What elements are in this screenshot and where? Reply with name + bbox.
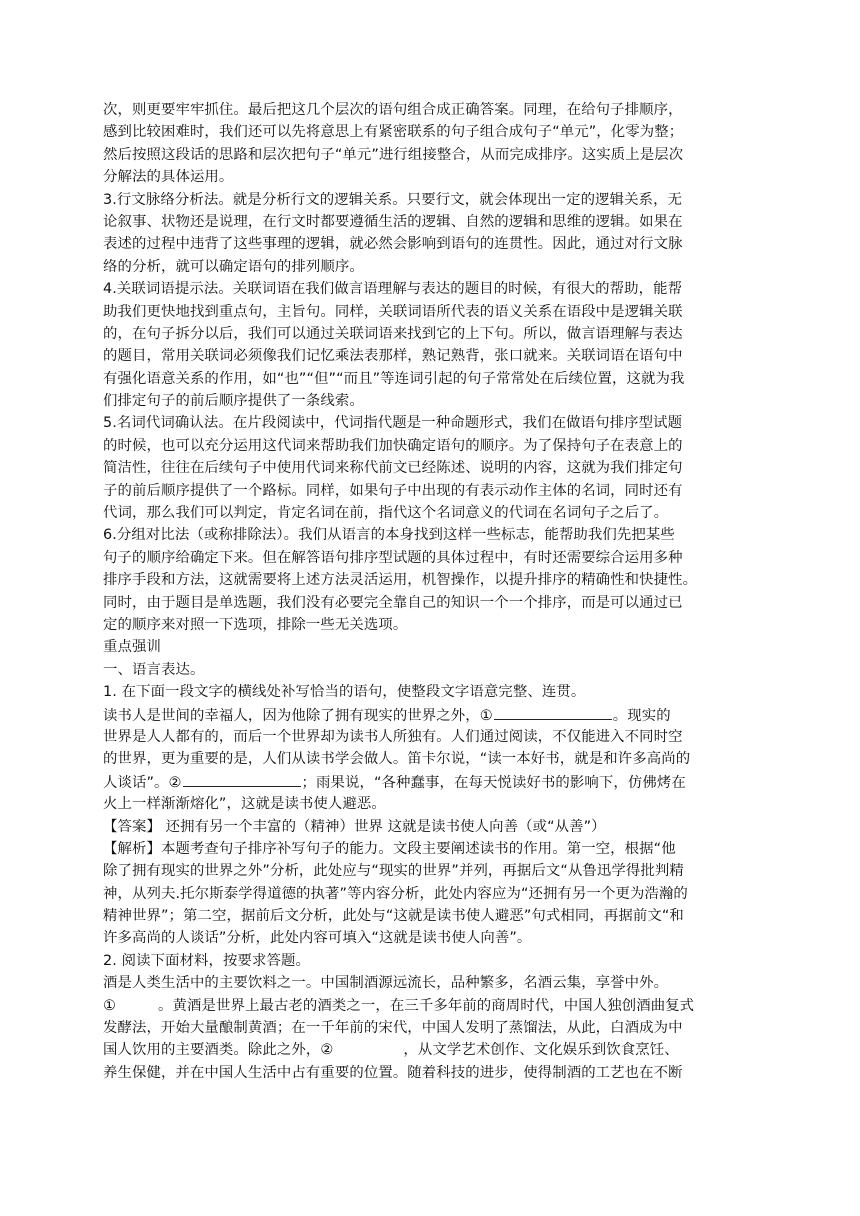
text-fragment: 读书人是世间的幸福人，因为他除了拥有现实的世界之外，① <box>103 707 493 724</box>
question-2-passage-line <box>103 1039 743 1061</box>
text-line: 论叙事、状物还是说理，在行文时都要遵循生活的逻辑、自然的逻辑和思维的逻辑。如果在 <box>103 213 683 230</box>
analysis-line: 【解析】本题考查句子排序补写句子的能力。文段主要阐述读书的作用。第一空，根据“他 <box>103 840 676 857</box>
text-line: 的时候，也可以充分运用这代词来帮助我们加快确定语句的顺序。为了保持句子在表意上的 <box>103 437 683 454</box>
question-2-passage-line: 酒是人类生活中的主要饮料之一。中国制酒源远流长，品种繁多，名酒云集，享誉中外。 <box>103 975 669 992</box>
text-line: 分解法的具体运用。 <box>103 169 234 186</box>
text-line: 然后按照这段话的思路和层次把句子“单元”进行组接整合，从而完成排序。这实质上是层次 <box>103 146 684 163</box>
question-2-passage-line <box>103 995 743 1017</box>
text-line: 表述的过程中违背了这些事理的逻辑，就必然会影响到语句的连贯性。因此，通过对行文脉 <box>103 236 683 253</box>
method-6-heading-line: 6.分组对比法（或称排除法）。我们从语言的本身找到这样一些标志，能帮助我们先把某些 <box>103 527 675 544</box>
document-body <box>103 99 743 1084</box>
analysis-line: 许多高尚的人谈话”分析，此处内容可填入“这就是读书使人向善”。 <box>103 930 532 947</box>
question-1-passage-line: 火上一样渐渐熔化”，这就是读书使人避恶。 <box>103 796 386 813</box>
answer-blank-2 <box>183 771 301 787</box>
text-fragment: ① <box>103 997 117 1014</box>
question-2-prompt: 2. 阅读下面材料，按要求答题。 <box>103 952 310 969</box>
question-1-passage-line <box>103 771 743 793</box>
text-line: 们排定句子的前后顺序提供了一条线索。 <box>103 393 364 410</box>
text-line: 感到比较困难时，我们还可以先将意思上有紧密联系的句子组合成句子“单元”，化零为整； <box>103 124 684 141</box>
section-title: 重点强训 <box>103 639 161 656</box>
text-line: 代词，那么我们可以判定，肯定名词在前，指代这个名词意义的代词在名词句子之后了。 <box>103 505 669 522</box>
answer-line: 【答案】 还拥有另一个丰富的（精神）世界 这就是读书使人向善（或“从善”） <box>103 818 606 835</box>
text-fragment: 国人饮用的主要酒类。除此之外，② <box>103 1042 334 1059</box>
text-fragment: 人谈话”。② <box>103 774 182 791</box>
method-4-heading-line: 4.关联词语提示法。关联词语在我们做言语理解与表达的题目的时候，有很大的帮助，能帮 <box>103 281 683 298</box>
text-line: 同时，由于题目是单选题，我们没有必要完全靠自己的知识一个一个排序，而是可以通过已 <box>103 594 683 611</box>
answer-blank-1 <box>494 704 612 720</box>
text-line: 助我们更快地找到重点句，主旨句。同样，关联词语所代表的语义关系在语段中是逻辑关联 <box>103 303 683 320</box>
text-line: 排序手段和方法，这就需要将上述方法灵活运用，机智操作，以提升排序的精确性和快捷性。 <box>103 572 698 589</box>
text-line: 简洁性，往往在后续句子中使用代词来称代前文已经陈述、说明的内容，这就为我们排定句 <box>103 460 683 477</box>
text-fragment: 。现实的 <box>612 707 671 724</box>
analysis-line: 精神世界”；第二空，据前后文分析，此处与“这就是读书使人避恶”句式相同，再据前文“和 <box>103 908 684 925</box>
question-2-passage-line: 发酵法，开始大量酿制黄酒；在一千年前的宋代，中国人发明了蒸馏法，从此，白酒成为中 <box>103 1020 683 1037</box>
question-1-prompt: 1. 在下面一段文字的横线处补写恰当的语句，使整段文字语意完整、连贯。 <box>103 684 586 701</box>
analysis-line: 神，从列夫.托尔斯泰学得道德的执著”等内容分析，此处内容应为“还拥有另一个更为浩瀚的 <box>103 885 688 902</box>
text-line: 定的顺序来对照一下选项，排除一些无关选项。 <box>103 616 408 633</box>
question-1-passage-line: 的世界，更为重要的是，人们从读书学会做人。笛卡尔说，“读一本好书，就是和许多高尚的 <box>103 751 691 768</box>
analysis-line: 除了拥有现实的世界之外”分析，此处应与“现实的世界”并列，再据后文“从鲁迅学得批判精 <box>103 863 684 880</box>
text-fragment: 。黄酒是世界上最古老的酒类之一，在三千多年前的商周时代，中国人独创酒曲复式 <box>158 997 695 1014</box>
text-line: 句子的顺序给确定下来。但在解答语句排序型试题的具体过程中，有时还需要综合运用多种 <box>103 549 683 566</box>
subsection-title: 一、语言表达。 <box>103 661 205 678</box>
question-1-passage-line <box>103 704 743 726</box>
text-line: 络的分析，就可以确定语句的排列顺序。 <box>103 258 364 275</box>
text-line: 的，在句子拆分以后，我们可以通过关联词语来找到它的上下句。所以，做言语理解与表达 <box>103 325 683 342</box>
method-3-heading-line: 3.行文脉络分析法。就是分析行文的逻辑关系。只要行文，就会体现出一定的逻辑关系，无 <box>103 191 683 208</box>
question-1-passage-line: 世界是人人都有的，而后一个世界却为读书人所独有。人们通过阅读，不仅能进入不同时空 <box>103 728 683 745</box>
text-line: 次，则更要牢牢抓住。最后把这几个层次的语句组合成正确答案。同理，在给句子排顺序， <box>103 102 683 118</box>
text-fragment: ，从文学艺术创作、文化娱乐到饮食烹饪、 <box>403 1042 679 1059</box>
text-line: 的题目，常用关联词必须像我们记忆乘法表那样，熟记熟背，张口就来。关联词语在语句中 <box>103 348 683 365</box>
text-line: 有强化语意关系的作用，如“也”“但”“而且”等连词引起的句子常常处在后续位置，这就为我 <box>103 370 685 387</box>
question-2-passage-line: 养生保健，并在中国人生活中占有重要的位置。随着科技的进步，使得制酒的工艺也在不断 <box>103 1064 683 1081</box>
text-line: 子的前后顺序提供了一个路标。同样，如果句子中出现的有表示动作主体的名词，同时还有 <box>103 482 683 499</box>
text-fragment: ；雨果说，“各种蠢事，在每天悦读好书的影响下，仿佛烤在 <box>301 774 686 791</box>
method-5-heading-line: 5.名词代词确认法。在片段阅读中，代词指代题是一种命题形式，我们在做语句排序型试题 <box>103 415 683 432</box>
